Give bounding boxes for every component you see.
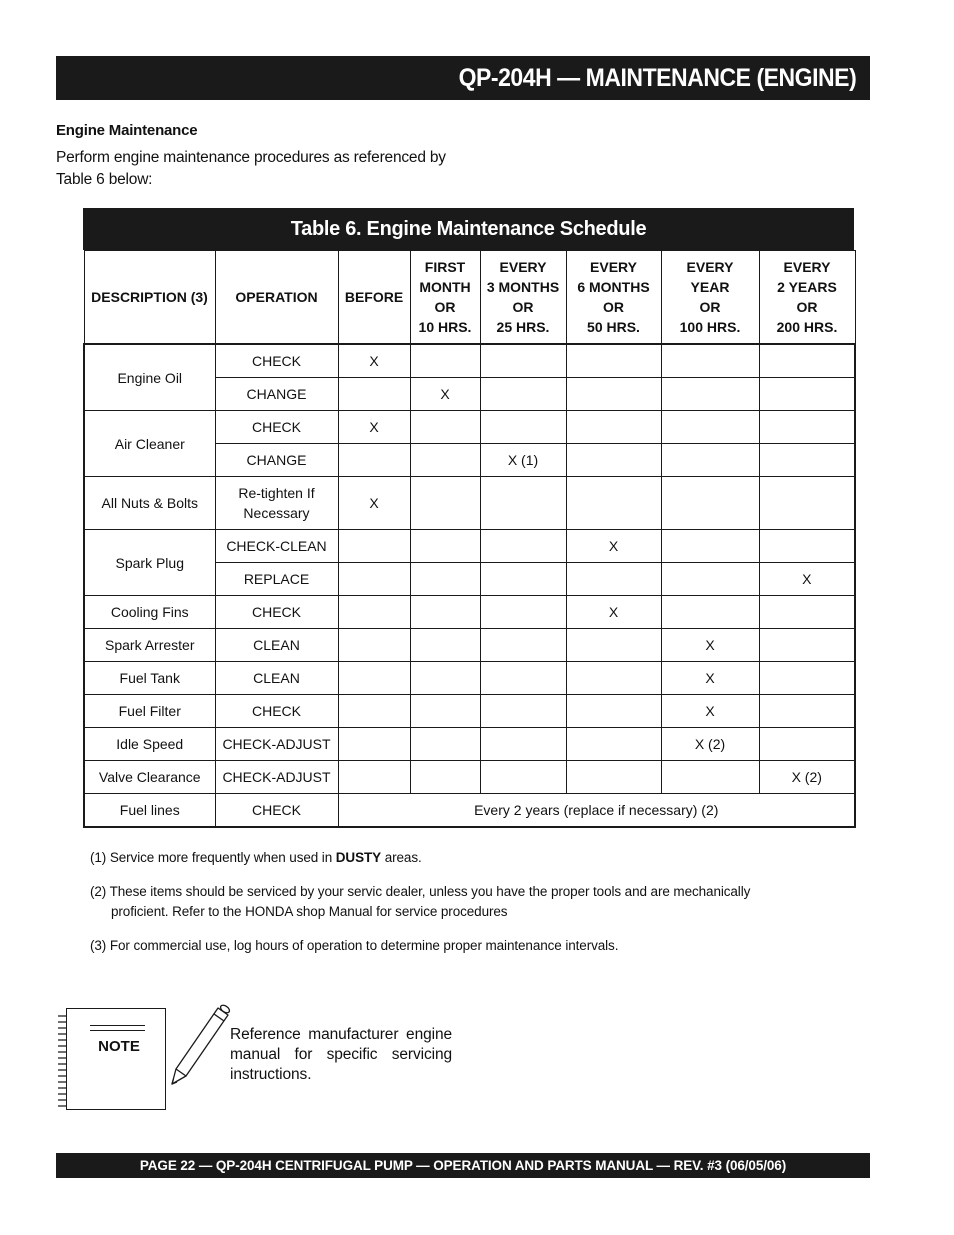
description-cell: All Nuts & Bolts <box>84 477 215 530</box>
column-header-line: OR <box>512 299 534 315</box>
schedule-cell <box>566 563 661 596</box>
schedule-cell <box>410 695 480 728</box>
schedule-cell <box>661 596 759 629</box>
schedule-cell <box>759 728 855 761</box>
column-header-line: OR <box>796 299 818 315</box>
schedule-cell <box>480 695 566 728</box>
operation-cell: CHECK-ADJUST <box>215 728 338 761</box>
schedule-cell <box>338 728 410 761</box>
table-row <box>84 728 855 761</box>
description-cell: Spark Plug <box>84 530 215 596</box>
schedule-cell: X <box>661 695 759 728</box>
operation-cell: CLEAN <box>215 662 338 695</box>
schedule-cell: X <box>410 378 480 411</box>
column-header-line: OR <box>699 299 721 315</box>
description-cell: Valve Clearance <box>84 761 215 794</box>
operation-cell: CLEAN <box>215 629 338 662</box>
section-heading: Engine Maintenance <box>56 122 198 139</box>
operation-cell: CHECK-CLEAN <box>215 530 338 563</box>
intro-paragraph <box>56 147 476 191</box>
description-cell: Air Cleaner <box>84 411 215 477</box>
table-row <box>84 695 855 728</box>
schedule-cell <box>480 596 566 629</box>
schedule-cell <box>480 662 566 695</box>
table-row <box>84 477 855 530</box>
column-header-line: MONTH <box>419 279 471 295</box>
schedule-cell <box>759 629 855 662</box>
operation-cell: CHECK <box>215 695 338 728</box>
column-header-line: 50 HRS. <box>587 319 640 335</box>
schedule-cell: X <box>338 411 410 444</box>
description-cell: Fuel lines <box>84 794 215 828</box>
schedule-cell <box>410 662 480 695</box>
table-row <box>84 794 855 828</box>
operation-cell: CHECK <box>215 596 338 629</box>
schedule-cell: X <box>661 662 759 695</box>
maintenance-table <box>83 208 854 828</box>
schedule-cell <box>661 477 759 530</box>
table-row <box>84 344 855 378</box>
schedule-cell <box>480 477 566 530</box>
schedule-cell <box>480 530 566 563</box>
description-cell: Fuel Tank <box>84 662 215 695</box>
schedule-cell: X (2) <box>661 728 759 761</box>
note-label: NOTE <box>98 1038 140 1055</box>
schedule-cell <box>410 761 480 794</box>
schedule-cell <box>566 695 661 728</box>
schedule-cell <box>759 530 855 563</box>
schedule-cell <box>410 629 480 662</box>
column-header-line: 10 HRS. <box>418 319 472 335</box>
footnote-3: (3) For commercial use, log hours of operation to determine proper maintenance intervals. <box>90 938 619 953</box>
table-row <box>84 629 855 662</box>
schedule-cell: X <box>759 563 855 596</box>
intro-line: Perform engine maintenance procedures as referenced by <box>56 149 446 166</box>
note-notepad-icon <box>56 1006 168 1112</box>
schedule-cell <box>410 477 480 530</box>
footnote-2: (2) These items should be serviced by your servic dealer, unless you have the proper tools and are mechanically proficient. Refer to the HONDA shop Manual for service procedures <box>90 884 751 919</box>
column-header-line: FIRST <box>424 259 466 275</box>
schedule-cell <box>410 728 480 761</box>
column-header-line: 6 MONTHS <box>577 279 650 295</box>
schedule-cell <box>480 629 566 662</box>
footnotes <box>90 848 810 970</box>
schedule-cell: X <box>338 344 410 378</box>
schedule-cell <box>759 662 855 695</box>
operation-cell: CHANGE <box>215 378 338 411</box>
footer-text: PAGE 22 — QP-204H CENTRIFUGAL PUMP — OPERATION AND PARTS MANUAL — REV. #3 (06/05/06) <box>139 1158 787 1173</box>
schedule-cell <box>759 444 855 477</box>
schedule-cell <box>480 563 566 596</box>
interval-note-cell: Every 2 years (replace if necessary) (2) <box>338 794 855 828</box>
schedule-cell <box>338 530 410 563</box>
description-cell: Cooling Fins <box>84 596 215 629</box>
column-header-line: 2 YEARS <box>777 279 837 295</box>
column-header <box>480 251 566 345</box>
column-header <box>759 251 855 345</box>
page-title: QP-204H — MAINTENANCE (ENGINE) <box>458 63 856 92</box>
schedule-cell <box>480 411 566 444</box>
intro-line: Table 6 below: <box>56 171 153 188</box>
schedule-cell <box>338 662 410 695</box>
schedule-cell: X (2) <box>759 761 855 794</box>
schedule-cell <box>338 563 410 596</box>
table-body <box>84 344 855 827</box>
table-row <box>84 411 855 444</box>
column-header-line: 100 HRS. <box>679 319 741 335</box>
column-header-line: DESCRIPTION (3) <box>91 289 208 305</box>
operation-cell: Re-tighten If Necessary <box>215 477 338 530</box>
column-header-line: BEFORE <box>344 289 404 305</box>
column-header-line: EVERY <box>499 259 547 275</box>
column-header <box>338 251 410 345</box>
table-row <box>84 596 855 629</box>
schedule-cell <box>338 444 410 477</box>
schedule-cell <box>661 344 759 378</box>
schedule-cell <box>566 761 661 794</box>
notepad-rule <box>90 1025 145 1026</box>
schedule-cell <box>661 411 759 444</box>
schedule-table <box>83 250 856 828</box>
column-header-line: EVERY <box>590 259 637 275</box>
description-cell: Fuel Filter <box>84 695 215 728</box>
schedule-cell <box>338 596 410 629</box>
column-header-line: EVERY <box>783 259 831 275</box>
schedule-cell <box>480 728 566 761</box>
column-header-line: EVERY <box>686 259 734 275</box>
operation-cell: CHECK <box>215 344 338 378</box>
schedule-cell <box>410 530 480 563</box>
schedule-cell <box>566 629 661 662</box>
schedule-cell <box>661 761 759 794</box>
operation-cell: CHECK <box>215 794 338 828</box>
schedule-cell <box>480 761 566 794</box>
schedule-cell <box>480 378 566 411</box>
description-cell: Engine Oil <box>84 344 215 411</box>
schedule-cell <box>759 411 855 444</box>
operation-cell: CHECK-ADJUST <box>215 761 338 794</box>
description-cell: Idle Speed <box>84 728 215 761</box>
column-header <box>661 251 759 345</box>
schedule-cell <box>759 477 855 530</box>
operation-cell: CHECK <box>215 411 338 444</box>
schedule-cell: X <box>566 596 661 629</box>
schedule-cell <box>566 728 661 761</box>
schedule-cell: X (1) <box>480 444 566 477</box>
schedule-cell <box>566 444 661 477</box>
notepad <box>66 1008 166 1110</box>
schedule-cell <box>759 344 855 378</box>
schedule-cell: X <box>338 477 410 530</box>
schedule-cell <box>410 563 480 596</box>
column-header <box>84 251 215 345</box>
schedule-cell <box>661 530 759 563</box>
schedule-cell <box>661 444 759 477</box>
schedule-cell <box>410 411 480 444</box>
column-header-line: 25 HRS. <box>496 319 550 335</box>
column-header-line: OPERATION <box>235 289 318 305</box>
schedule-cell <box>410 444 480 477</box>
column-header-line: OR <box>603 299 624 315</box>
footer-bar <box>56 1153 870 1178</box>
schedule-cell <box>661 563 759 596</box>
operation-cell: REPLACE <box>215 563 338 596</box>
schedule-cell: X <box>566 530 661 563</box>
table-row <box>84 761 855 794</box>
schedule-cell <box>338 378 410 411</box>
schedule-cell <box>759 695 855 728</box>
schedule-cell <box>759 378 855 411</box>
schedule-cell <box>338 629 410 662</box>
schedule-cell <box>338 695 410 728</box>
schedule-cell <box>566 477 661 530</box>
column-header-line: 3 MONTHS <box>486 279 560 295</box>
table-row <box>84 530 855 563</box>
notepad-rule <box>90 1030 145 1031</box>
schedule-cell <box>661 378 759 411</box>
pencil-icon <box>168 1002 234 1090</box>
footnote-emphasis: DUSTY <box>335 850 382 865</box>
column-header <box>410 251 480 345</box>
header-bar <box>56 56 870 100</box>
description-cell: Spark Arrester <box>84 629 215 662</box>
footnote-1: (1) Service more frequently when used in DUSTY areas. <box>90 850 422 865</box>
table-title: Table 6. Engine Maintenance Schedule <box>83 208 854 250</box>
table-row <box>84 662 855 695</box>
note-text: Reference manufacturer engine manual for specific servicing instructions. <box>230 1026 452 1083</box>
schedule-cell <box>338 761 410 794</box>
column-header-line: OR <box>434 299 456 315</box>
column-header-line: YEAR <box>690 279 730 295</box>
column-header <box>566 251 661 345</box>
schedule-cell: X <box>661 629 759 662</box>
schedule-cell <box>410 344 480 378</box>
schedule-cell <box>566 662 661 695</box>
schedule-cell <box>759 596 855 629</box>
schedule-cell <box>566 344 661 378</box>
table-header <box>84 251 855 345</box>
schedule-cell <box>566 411 661 444</box>
schedule-cell <box>566 378 661 411</box>
column-header-line: 200 HRS. <box>776 319 838 335</box>
schedule-cell <box>480 344 566 378</box>
operation-cell: CHANGE <box>215 444 338 477</box>
schedule-cell <box>410 596 480 629</box>
column-header <box>215 251 338 345</box>
header-row <box>84 251 855 345</box>
